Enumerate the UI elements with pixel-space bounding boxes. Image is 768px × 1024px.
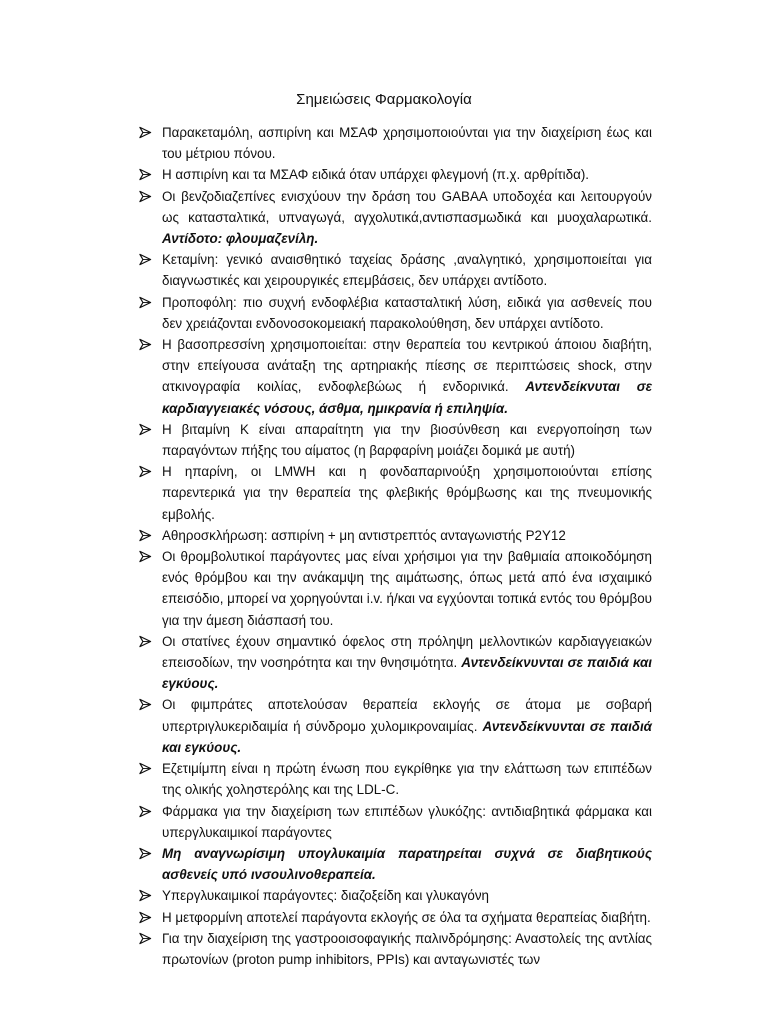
list-item-text xyxy=(162,885,652,906)
list-item xyxy=(138,461,652,525)
list-item xyxy=(138,928,652,970)
arrow-bullet-icon xyxy=(138,928,152,949)
list-item-emphasis-text: Αντενδείκνυνται σε παιδιά και εγκύους. xyxy=(162,655,652,692)
arrow-bullet-icon xyxy=(138,461,152,482)
list-item-plain-text: Οι στατίνες έχουν σημαντικό όφελος στη πρόληψη μελλοντικών καρδιαγγειακών επεισοδίων, την νοσηρότητα και την θνησιμότητα. xyxy=(162,633,652,671)
list-item-text xyxy=(162,631,652,695)
list-item-text xyxy=(162,334,652,419)
list-item-text xyxy=(162,758,652,800)
list-item xyxy=(138,843,652,885)
list-item-text xyxy=(162,907,652,928)
list-item-plain-text: Κεταμίνη: γενικό αναισθητικό ταχείας δράσης ,αναλγητικό, χρησιμοποιείται για διαγνωστικές και χειρουργικές επεμβάσεις, δεν υπάρχει αντίδοτο. xyxy=(162,252,652,289)
list-item-text xyxy=(162,249,652,291)
arrow-bullet-icon xyxy=(138,292,152,313)
list-item-plain-text: Αθηροσκλήρωση: ασπιρίνη + μη αντιστρεπτός ανταγωνιστής P2Y12 xyxy=(162,527,566,543)
list-item-emphasis-text: Αντενδείκνυται σε καρδιαγγειακές νόσους, άσθμα, ημικρανία ή επιληψία. xyxy=(162,379,652,416)
arrow-bullet-icon xyxy=(138,801,152,822)
list-item-plain-text: Η ηπαρίνη, οι LMWH και η φονδαπαρινούξη χρησιμοποιούνται επίσης παρεντερικά για την θεραπεία της φλεβικής θρόμβωσης και της πνευμονικής εμβολής. xyxy=(162,464,652,522)
list-item xyxy=(138,758,652,800)
list-item-plain-text: Παρακεταμόλη, ασπιρίνη και ΜΣΑΦ χρησιμοποιούνται για την διαχείριση έως και του μέτριου πόνου. xyxy=(162,125,652,162)
list-item xyxy=(138,419,652,461)
list-item-plain-text: Προποφόλη: πιο συχνή ενδοφλέβια κατασταλτική λύση, ειδικά για ασθενείς που δεν χρειάζονται ενδονοσοκομειακή παρακολούθηση, δεν υπάρχει αντίδοτο. xyxy=(162,294,652,331)
list-item xyxy=(138,694,652,758)
list-item-plain-text: Η βιταμίνη Κ είναι απαραίτητη για την βιοσύνθεση και ενεργοποίηση των παραγόντων πήξης του αίματος (η βαρφαρίνη μοιάζει δομικά με αυτή) xyxy=(162,421,652,459)
list-item-plain-text: Η βασοπρεσσίνη χρησιμοποιείται: στην θεραπεία του κεντρικού άποιου διαβήτη, στην επείγουσα ανάταξη της αρτηριακής πίεσης σε περιπτώσεις shock, στην ατκινογραφία κοιλίας, ενδοφλεβώως ή ενδορινικά. xyxy=(162,337,652,395)
arrow-bullet-icon xyxy=(138,186,152,207)
list-item xyxy=(138,186,652,250)
list-item xyxy=(138,631,652,695)
list-item-text xyxy=(162,164,652,185)
arrow-bullet-icon xyxy=(138,631,152,652)
list-item-emphasis-text: Αντενδείκνυνται σε παιδιά και εγκύους. xyxy=(162,718,652,755)
arrow-bullet-icon xyxy=(138,907,152,928)
list-item-plain-text: Υπεργλυκαιμικοί παράγοντες: διαζοξείδη και γλυκαγόνη xyxy=(162,888,490,904)
document-title: Σημειώσεις Φαρμακολογία xyxy=(296,91,472,108)
list-item xyxy=(138,292,652,334)
list-item xyxy=(138,164,652,185)
list-item-emphasis-text: Αντίδοτο: φλουμαζενίλη. xyxy=(162,231,319,247)
arrow-bullet-icon xyxy=(138,885,152,906)
list-item-plain-text: Η μετφορμίνη αποτελεί παράγοντα εκλογής σε όλα τα σχήματα θεραπείας διαβήτη. xyxy=(162,909,651,925)
list-item-emphasis-text: Μη αναγνωρίσιμη υπογλυκαιμία παρατηρείται συχνά σε διαβητικούς ασθενείς υπό ινσουλινοθεραπεία. xyxy=(162,845,652,883)
list-item-text xyxy=(162,546,652,631)
list-item xyxy=(138,249,652,291)
notes-list xyxy=(138,122,652,970)
list-item xyxy=(138,546,652,631)
list-item-text xyxy=(162,694,652,758)
list-item-plain-text: Οι φιμπράτες αποτελούσαν θεραπεία εκλογής σε άτομα με σοβαρή υπερτριγλυκεριδαιμία ή σύνδρομο χυλομικροναιμίας. xyxy=(162,697,652,734)
arrow-bullet-icon xyxy=(138,525,152,546)
list-item xyxy=(138,525,652,546)
list-item xyxy=(138,907,652,928)
arrow-bullet-icon xyxy=(138,164,152,185)
list-item-text xyxy=(162,122,652,164)
arrow-bullet-icon xyxy=(138,249,152,270)
list-item xyxy=(138,801,652,843)
list-item-plain-text: Οι βενζοδιαζεπίνες ενισχύουν την δράση του GABAA υποδοχέα και λειτουργούν ως κατασταλτικά, υπναγωγά, αγχολυτικά,αντισπασμωδικά και μυοχαλαρωτικά. xyxy=(162,188,652,225)
list-item-plain-text: Οι θρομβολυτικοί παράγοντες μας είναι χρήσιμοι για την βαθμιαία αποικοδόμηση ενός θρόμβου και την ανάκαμψη της αιμάτωσης, όπως μετά από ένα ισχαιμικό επεισόδιο, μπορεί να χορηγούνται i.v. ή/και να εγχύονται τοπικά εντός του θρόμβου για την άμεση διάσπασή του. xyxy=(162,549,652,628)
list-item xyxy=(138,334,652,419)
arrow-bullet-icon xyxy=(138,843,152,864)
list-item xyxy=(138,885,652,906)
list-item-text xyxy=(162,928,652,970)
list-item-text xyxy=(162,843,652,885)
list-item-text xyxy=(162,186,652,250)
arrow-bullet-icon xyxy=(138,419,152,440)
list-item-plain-text: Για την διαχείριση της γαστροοισοφαγικής παλινδρόμησης: Αναστολείς της αντλίας πρωτονίων (proton pump inhibitors, PPIs) και ανταγωνιστές των xyxy=(162,930,652,967)
list-item-plain-text: Εζετιμίμπη είναι η πρώτη ένωση που εγκρίθηκε για την ελάττωση των επιπέδων της ολικής χοληστερόλης και της LDL-C. xyxy=(162,761,652,798)
list-item-text xyxy=(162,525,652,546)
list-item-text xyxy=(162,801,652,843)
list-item-plain-text: Η ασπιρίνη και τα ΜΣΑΦ ειδικά όταν υπάρχει φλεγμονή (π.χ. αρθρίτιδα). xyxy=(162,167,590,183)
arrow-bullet-icon xyxy=(138,546,152,567)
list-item-plain-text: Φάρμακα για την διαχείριση των επιπέδων γλυκόζης: αντιδιαβητικά φάρμακα και υπεργλυκαιμικοί παράγοντες xyxy=(162,803,652,840)
arrow-bullet-icon xyxy=(138,758,152,779)
list-item-text xyxy=(162,461,652,525)
arrow-bullet-icon xyxy=(138,694,152,715)
list-item-text xyxy=(162,292,652,334)
arrow-bullet-icon xyxy=(138,334,152,355)
list-item xyxy=(138,122,652,164)
list-item-text xyxy=(162,419,652,461)
arrow-bullet-icon xyxy=(138,122,152,143)
